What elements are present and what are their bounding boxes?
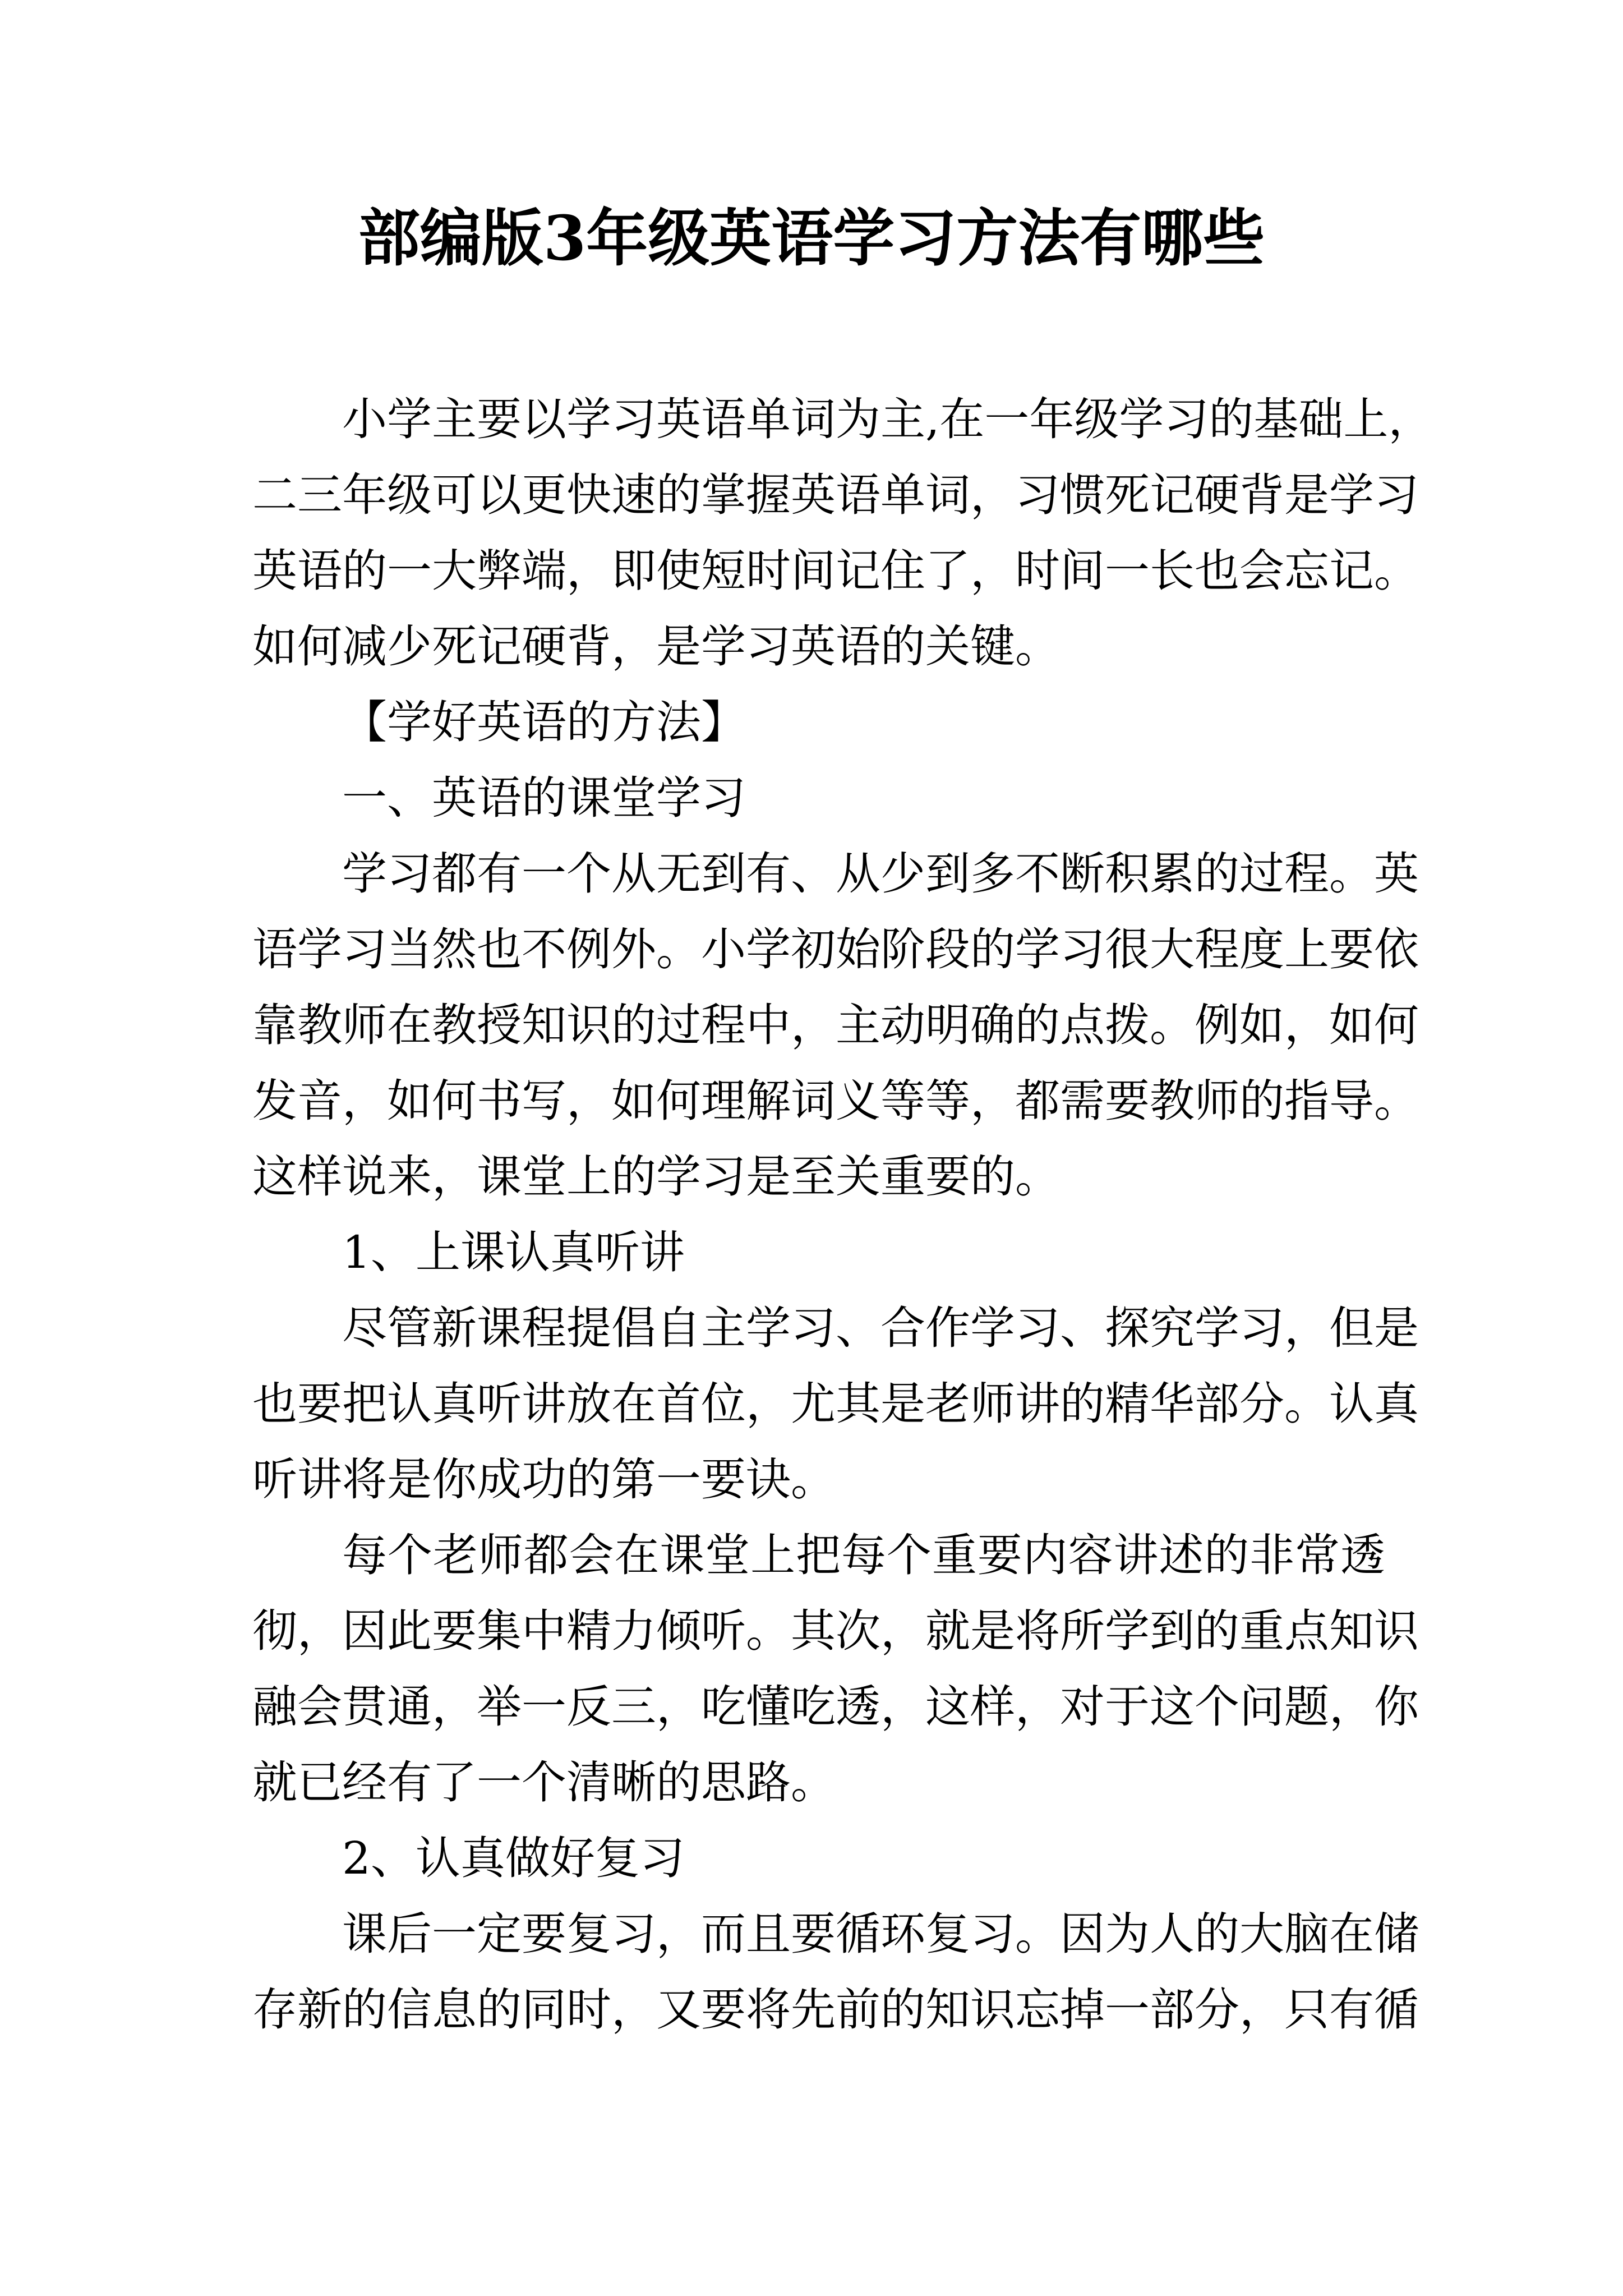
- paragraph-line: 就已经有了一个清晰的思路。: [252, 1756, 836, 1809]
- paragraph-line: 靠教师在教授知识的过程中，主动明确的点拨。例如，如何: [252, 999, 1419, 1051]
- paragraph-line: 英语的一大弊端，即使短时间记住了，时间一长也会忘记。: [252, 545, 1419, 597]
- paragraph-line: 彻，因此要集中精力倾听。其次，就是将所学到的重点知识: [252, 1605, 1419, 1657]
- document-title: 部编版3年级英语学习方法有哪些: [358, 202, 1265, 274]
- section-heading: 一、英语的课堂学习: [342, 772, 746, 824]
- section-heading: 2、认真做好复习: [342, 1832, 685, 1884]
- paragraph-line: 语学习当然也不例外。小学初始阶段的学习很大程度上要依: [252, 923, 1419, 976]
- paragraph-line: 小学主要以学习英语单词为主,在一年级学习的基础上，: [342, 393, 1433, 445]
- paragraph-line: 这样说来，课堂上的学习是至关重要的。: [252, 1151, 1060, 1203]
- paragraph-line: 存新的信息的同时，又要将先前的知识忘掉一部分，只有循: [252, 1984, 1419, 2036]
- paragraph-line: 每个老师都会在课堂上把每个重要内容讲述的非常透: [342, 1529, 1385, 1581]
- paragraph-line: 发音，如何书写，如何理解词义等等，都需要教师的指导。: [252, 1075, 1419, 1127]
- paragraph-line: 听讲将是你成功的第一要诀。: [252, 1453, 836, 1506]
- paragraph-line: 也要把认真听讲放在首位，尤其是老师讲的精华部分。认真: [252, 1378, 1419, 1430]
- paragraph-line: 课后一定要复习，而且要循环复习。因为人的大脑在储: [342, 1908, 1419, 1960]
- paragraph-line: 尽管新课程提倡自主学习、合作学习、探究学习，但是: [342, 1302, 1419, 1354]
- document-body: [252, 381, 1433, 2047]
- section-heading: 1、上课认真听讲: [342, 1226, 685, 1278]
- paragraph-line: 融会贯通，举一反三，吃懂吃透，这样，对于这个问题，你: [252, 1681, 1419, 1733]
- paragraph-line: 如何减少死记硬背，是学习英语的关键。: [252, 620, 1060, 673]
- paragraph-line: 学习都有一个从无到有、从少到多不断积累的过程。英: [342, 848, 1419, 900]
- paragraph-line: 二三年级可以更快速的掌握英语单词，习惯死记硬背是学习: [252, 469, 1419, 521]
- section-heading: 【学好英语的方法】: [342, 696, 746, 748]
